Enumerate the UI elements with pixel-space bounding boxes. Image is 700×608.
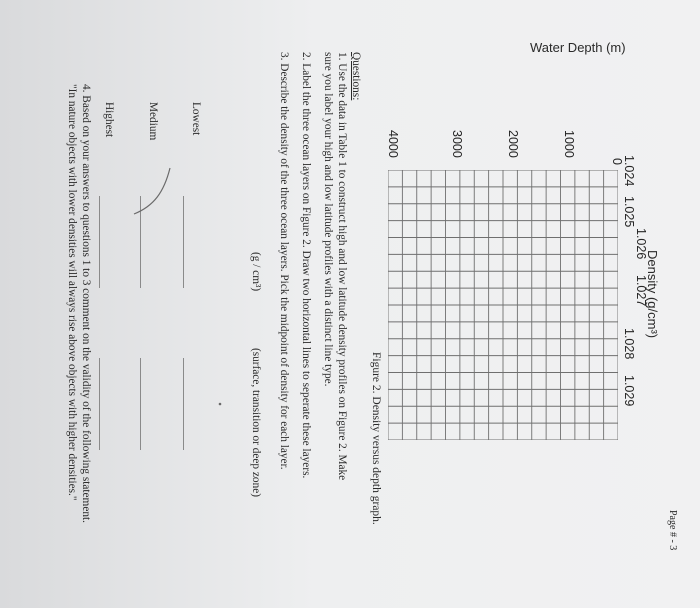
zone-column-header: (surface, transition or deep zone)	[250, 348, 262, 497]
x-tick-1025: 1.025	[622, 196, 636, 228]
page-number: Page # - 3	[667, 510, 678, 551]
row-label-medium: Medium	[147, 102, 159, 141]
x-tick-1024: 1.024	[622, 155, 636, 187]
y-tick-1000: 1000	[562, 130, 576, 158]
x-tick-1027: 1.027	[634, 275, 648, 307]
y-tick-4000: 4000	[386, 130, 400, 158]
x-axis-title-text: Density (g/cm³)	[645, 250, 660, 339]
question-2: 2. Label the three ocean layers on Figure 2. Draw two horizontal lines to seperate these layers.	[300, 52, 312, 479]
x-tick-1028: 1.028	[622, 328, 636, 360]
question-1-line-2: sure you label your high and low latitude profiles with a distinct line type.	[322, 52, 334, 387]
row-label-highest: Highest	[103, 102, 115, 138]
questions-heading: Questions:	[350, 52, 362, 101]
pen-stroke	[134, 168, 170, 214]
unit-column-header: (g / cm³)	[250, 252, 262, 292]
y-tick-0: 0	[610, 158, 624, 165]
row-label-lowest: Lowest	[190, 102, 202, 136]
x-tick-1026: 1.026	[634, 228, 648, 260]
question-1-line-1: 1. Use the data in Table 1 to construct high and low latitude density profiles on Figure 2. Make	[336, 52, 348, 481]
y-axis-title: Water Depth (m)	[530, 40, 626, 55]
question-4-line-2: "In nature objects with lower densities will always rise above objects with higher densities."	[66, 84, 78, 501]
x-tick-1029: 1.029	[622, 375, 636, 407]
question-4-line-1: 4. Based on your answers to questions 1 to 3 comment on the validity of the following statement.	[80, 84, 92, 523]
figure-caption: Figure 2. Density versus depth graph.	[370, 352, 382, 525]
question-3: 3. Describe the density of the three ocean layers. Pick the midpoint of density for each layer.	[278, 52, 290, 470]
pen-dot	[219, 403, 222, 406]
y-tick-3000: 3000	[450, 130, 464, 158]
y-tick-2000: 2000	[506, 130, 520, 158]
